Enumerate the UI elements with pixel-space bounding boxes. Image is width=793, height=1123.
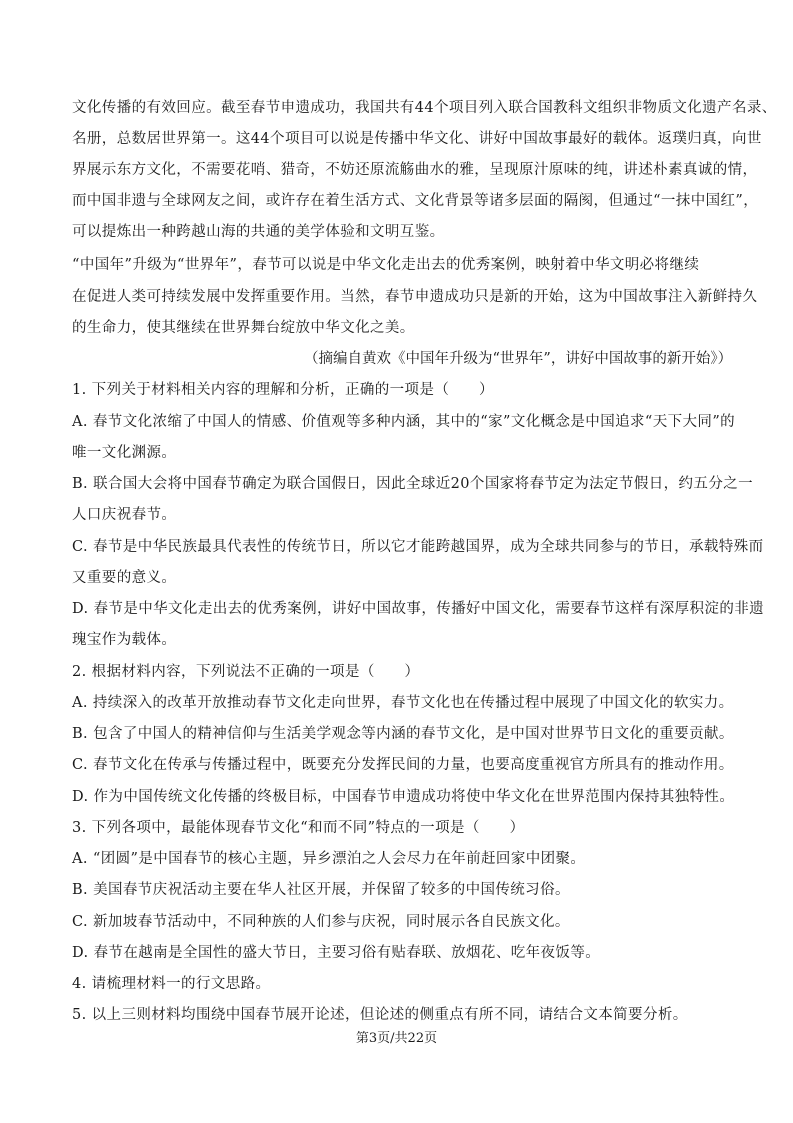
question-stem: 4. 请梳理材料一的行文思路。 [72, 976, 271, 992]
passage-line: “中国年”升级为“世界年”，春节可以说是中华文化走出去的优秀案例，映射着中华文明必将继续 [72, 257, 700, 273]
passage-line: 名册，总数居世界第一。这44个项目可以说是传播中华文化、讲好中国故事最好的载体。返璞归真，向世 [72, 131, 762, 147]
option-line: D. 春节在越南是全国性的盛大节日，主要习俗有贴春联、放烟花、吃年夜饭等。 [72, 945, 601, 961]
question-stem: 1. 下列关于材料相关内容的理解和分析，正确的一项是（ ） [72, 382, 494, 398]
passage-line: 而中国非遗与全球网友之间，或许存在着生活方式、文化背景等诸多层面的隔阂，但通过“一抹中国红”， [72, 193, 759, 209]
option-line: B. 包含了中国人的精神信仰与生活美学观念等内涵的春节文化，是中国对世界节日文化的重要贡献。 [72, 726, 734, 742]
passage-line: 的生命力，使其继续在世界舞台绽放中华文化之美。 [72, 320, 415, 336]
option-line: A. “团圆”是中国春节的核心主题，异乡漂泊之人会尽力在年前赶回家中团聚。 [72, 851, 586, 867]
option-line: 瑰宝作为载体。 [72, 632, 177, 648]
option-line: A. 持续深入的改革开放推动春节文化走向世界，春节文化也在传播过程中展现了中国文化的软实力。 [72, 695, 734, 711]
source-citation: （摘编自黄欢《中国年升级为“世界年”，讲好中国故事的新开始》） [304, 351, 733, 367]
option-line: D. 春节是中华文化走出去的优秀案例，讲好中国故事，传播好中国文化，需要春节这样有深厚积淀的非遗 [72, 601, 765, 617]
option-line: C. 新加坡春节活动中，不同种族的人们参与庆祝，同时展示各自民族文化。 [72, 914, 570, 930]
option-line: C. 春节是中华民族最具代表性的传统节日，所以它才能跨越国界，成为全球共同参与的节日，承载特殊而 [72, 539, 764, 555]
passage-line: 文化传播的有效回应。截至春节申遗成功，我国共有44个项目列入联合国教科文组织非物质文化遗产名录、 [72, 100, 777, 116]
option-line: 唯一文化渊源。 [72, 445, 177, 461]
question-stem: 5. 以上三则材料均围绕中国春节展开论述，但论述的侧重点有所不同，请结合文本简要分析。 [72, 1007, 688, 1023]
option-line: A. 春节文化浓缩了中国人的情感、价值观等多种内涵，其中的“家”文化概念是中国追求“天下大同”的 [72, 414, 736, 430]
option-line: C. 春节文化在传承与传播过程中，既要充分发挥民间的力量，也要高度重视官方所具有的推动作用。 [72, 757, 734, 773]
option-line: B. 联合国大会将中国春节确定为联合国假日，因此全球近20个国家将春节定为法定节假日，约五分之一 [72, 476, 754, 492]
question-stem: 2. 根据材料内容，下列说法不正确的一项是（ ） [72, 664, 420, 680]
passage-line: 可以提炼出一种跨越山海的共通的美学体验和文明互鉴。 [72, 224, 445, 240]
option-line: 人口庆祝春节。 [72, 507, 177, 523]
question-stem: 3. 下列各项中，最能体现春节文化“和而不同”特点的一项是（ ） [72, 820, 525, 836]
passage-line: 界展示东方文化，不需要花哨、猎奇，不妨还原流觞曲水的雅，呈现原汁原味的纯，讲述朴素真诚的情， [72, 162, 758, 178]
option-line: 又重要的意义。 [72, 570, 177, 586]
page-number: 第3页/共22页 [355, 1031, 438, 1046]
option-line: D. 作为中国传统文化传播的终极目标，中国春节申遗成功将使中华文化在世界范围内保持其独特性。 [72, 789, 735, 805]
option-line: B. 美国春节庆祝活动主要在华人社区开展，并保留了较多的中国传统习俗。 [72, 882, 570, 898]
passage-line: 在促进人类可持续发展中发挥重要作用。当然，春节申遗成功只是新的开始，这为中国故事注入新鲜持久 [72, 289, 758, 305]
